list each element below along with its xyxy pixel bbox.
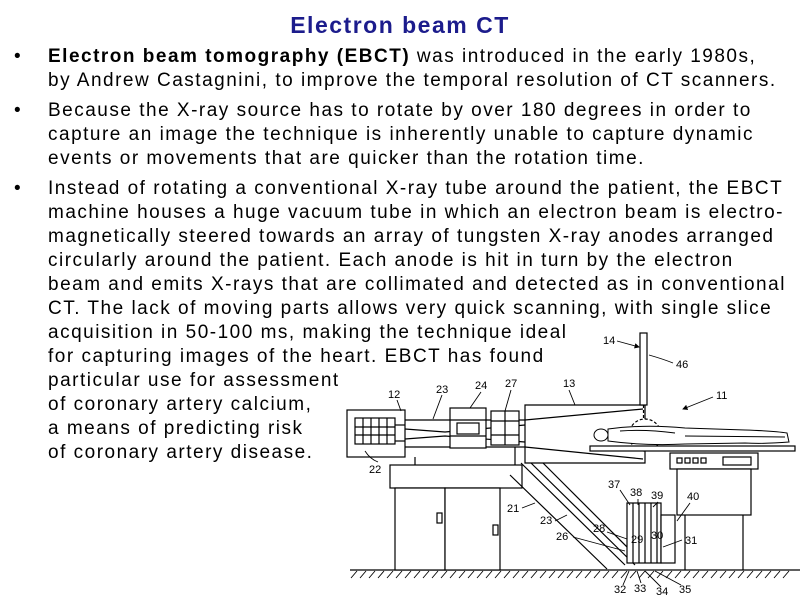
bullet-line: acquisition in 50-100 ms, making the technique ideal (48, 322, 568, 343)
diagram-label: 22 (369, 464, 382, 476)
bullet-line: events or movements that are quicker than the rotation time. (48, 148, 645, 169)
bullet-line: of coronary artery calcium, (48, 394, 313, 415)
diagram-label: 11 (716, 390, 728, 402)
bullet-item (0, 177, 800, 465)
diagram-label: 23 (540, 515, 553, 527)
diagram-label: 24 (475, 380, 488, 392)
beam-path-lines (510, 463, 643, 569)
bullet-line: capture an image the technique is inherently unable to capture dynamic (48, 124, 754, 145)
bullet-list (0, 45, 800, 471)
bullet-marker: • (14, 46, 21, 67)
bullet-line: CT. The lack of moving parts allows very quick scanning, with single slice (48, 298, 773, 319)
bullet-line: beam and emits X-rays that are collimated and detected as in conventional (48, 274, 786, 295)
diagram-label: 37 (608, 479, 621, 491)
diagram-label: 32 (614, 584, 627, 596)
diagram-label: 35 (679, 584, 692, 596)
diagram-label: 33 (634, 583, 647, 595)
bullet-line: machine houses a huge vacuum tube in which an electron beam is electro- (48, 202, 784, 223)
diagram-label: 21 (507, 503, 520, 515)
diagram-label: 40 (687, 491, 700, 503)
diagram-label: 38 (630, 487, 643, 499)
bullet-text: was introduced in the early 1980s, (410, 46, 757, 67)
diagram-label: 14 (603, 335, 616, 347)
bullet-line: particular use for assessment (48, 370, 340, 391)
diagram-label: 39 (651, 490, 664, 502)
floor (350, 570, 800, 578)
bullet-line: Because the X-ray source has to rotate by over 180 degrees in order to (48, 100, 752, 121)
diagram-label: 46 (676, 359, 689, 371)
diagram-label: 13 (563, 378, 576, 390)
diagram-label: 31 (685, 535, 698, 547)
diagram-label: 26 (556, 531, 569, 543)
bullet-line (48, 45, 800, 69)
bullet-line: by Andrew Castagnini, to improve the temporal resolution of CT scanners. (48, 70, 777, 91)
diagram-label: 29 (631, 534, 644, 546)
bullet-line: a means of predicting risk (48, 418, 304, 439)
bullet-item (0, 99, 800, 171)
slide-title: Electron beam CT (290, 12, 510, 38)
diagram-label: 27 (505, 378, 518, 390)
bullet-line: magnetically steered towards an array of tungsten X-ray anodes arranged (48, 226, 775, 247)
diagram-label: 30 (651, 530, 664, 542)
bullet-line: circularly around the patient. Each anode is hit in turn by the electron (48, 250, 734, 271)
diagram-label: 12 (388, 389, 401, 401)
bullet-line: for capturing images of the heart. EBCT has found (48, 346, 545, 367)
bullet-marker: • (14, 100, 21, 121)
bullet-line: Instead of rotating a conventional X-ray tube around the patient, the EBCT (48, 178, 784, 199)
bullet-item (0, 45, 800, 93)
diagram-label: 23 (436, 384, 449, 396)
bullet-marker: • (14, 178, 21, 199)
bullet-line: of coronary artery disease. (48, 442, 314, 463)
diagram-label: 28 (593, 523, 606, 535)
bold-term: Electron beam tomography (EBCT) (48, 46, 411, 67)
diagram-label: 34 (656, 586, 669, 598)
